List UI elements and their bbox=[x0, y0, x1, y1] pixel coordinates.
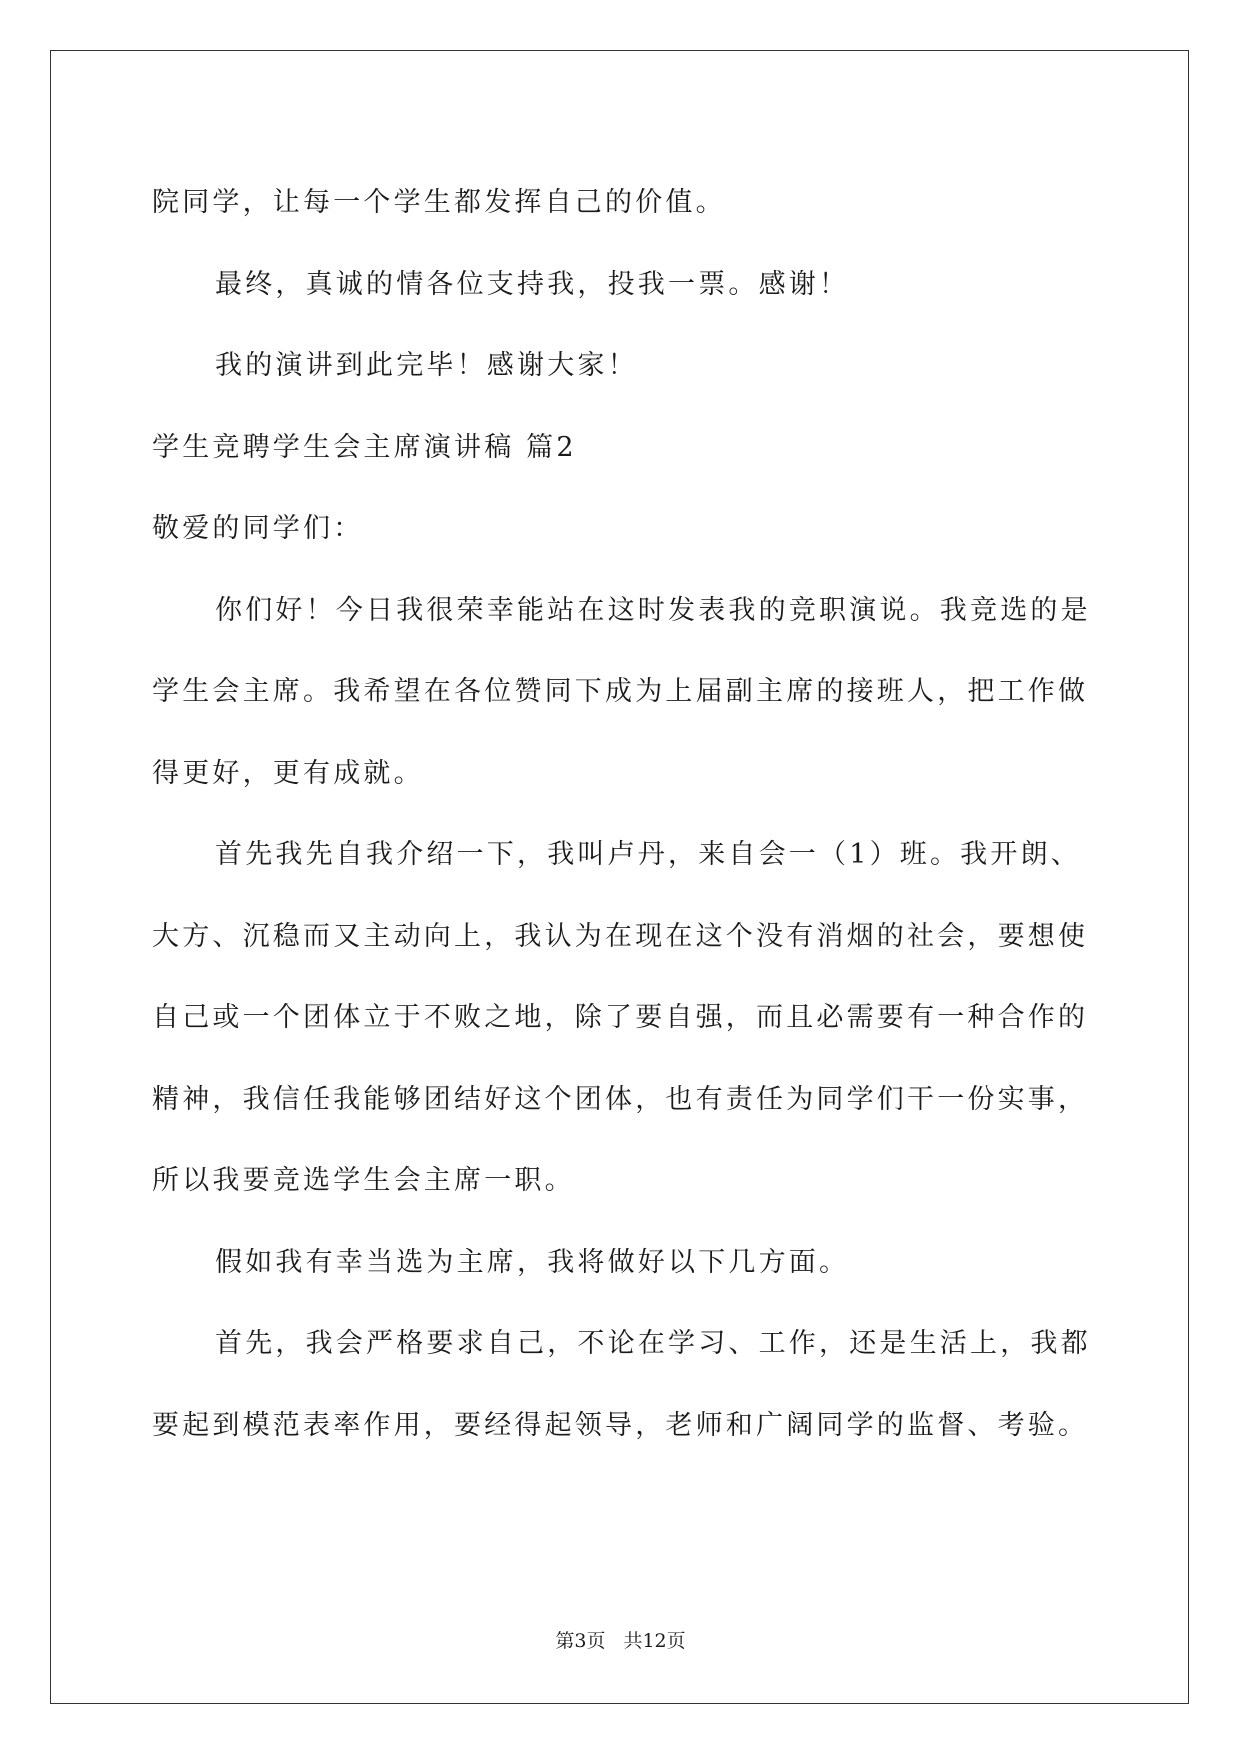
paragraph-8: 假如我有幸当选为主席，我将做好以下几方面。 bbox=[215, 1246, 850, 1278]
document-body bbox=[152, 162, 1097, 1466]
page-total: 共12页 bbox=[623, 1630, 686, 1652]
section-heading: 学生竞聘学生会主席演讲稿 篇2 bbox=[152, 431, 577, 463]
paragraph-3: 我的演讲到此完毕！感谢大家！ bbox=[215, 350, 638, 381]
paragraph-9: 首先，我会严格要求自己，不论在学习、工作，还是生活上，我都要起到模范表率作用，要经得起领导，老师和广阔同学的监督、考验。 bbox=[152, 1328, 1091, 1441]
salutation: 敬爱的同学们： bbox=[152, 513, 364, 544]
paragraph-6: 你们好！今日我很荣幸能站在这时发表我的竞职演说。我竞选的是学生会主席。我希望在各位赞同下成为上届副主席的接班人，把工作做得更好，更有成就。 bbox=[152, 594, 1091, 789]
paragraph-2: 最终，真诚的情各位支持我，投我一票。感谢！ bbox=[215, 268, 850, 300]
page-number: 第3页 bbox=[555, 1630, 606, 1652]
paragraph-7: 首先我先自我介绍一下，我叫卢丹，来自会一（1）班。我开朗、大方、沉稳而又主动向上，我认为在现在这个没有消烟的社会，要想使自己或一个团体立于不败之地，除了要自强，而且必需要有一种合作的精神，我信任我能够团结好这个团体，也有责任为同学们干一份实事，所以我要竞选学生会主席一职。 bbox=[152, 839, 1089, 1196]
page-footer bbox=[0, 1626, 1241, 1653]
paragraph-1: 院同学，让每一个学生都发挥自己的价值。 bbox=[152, 187, 726, 218]
